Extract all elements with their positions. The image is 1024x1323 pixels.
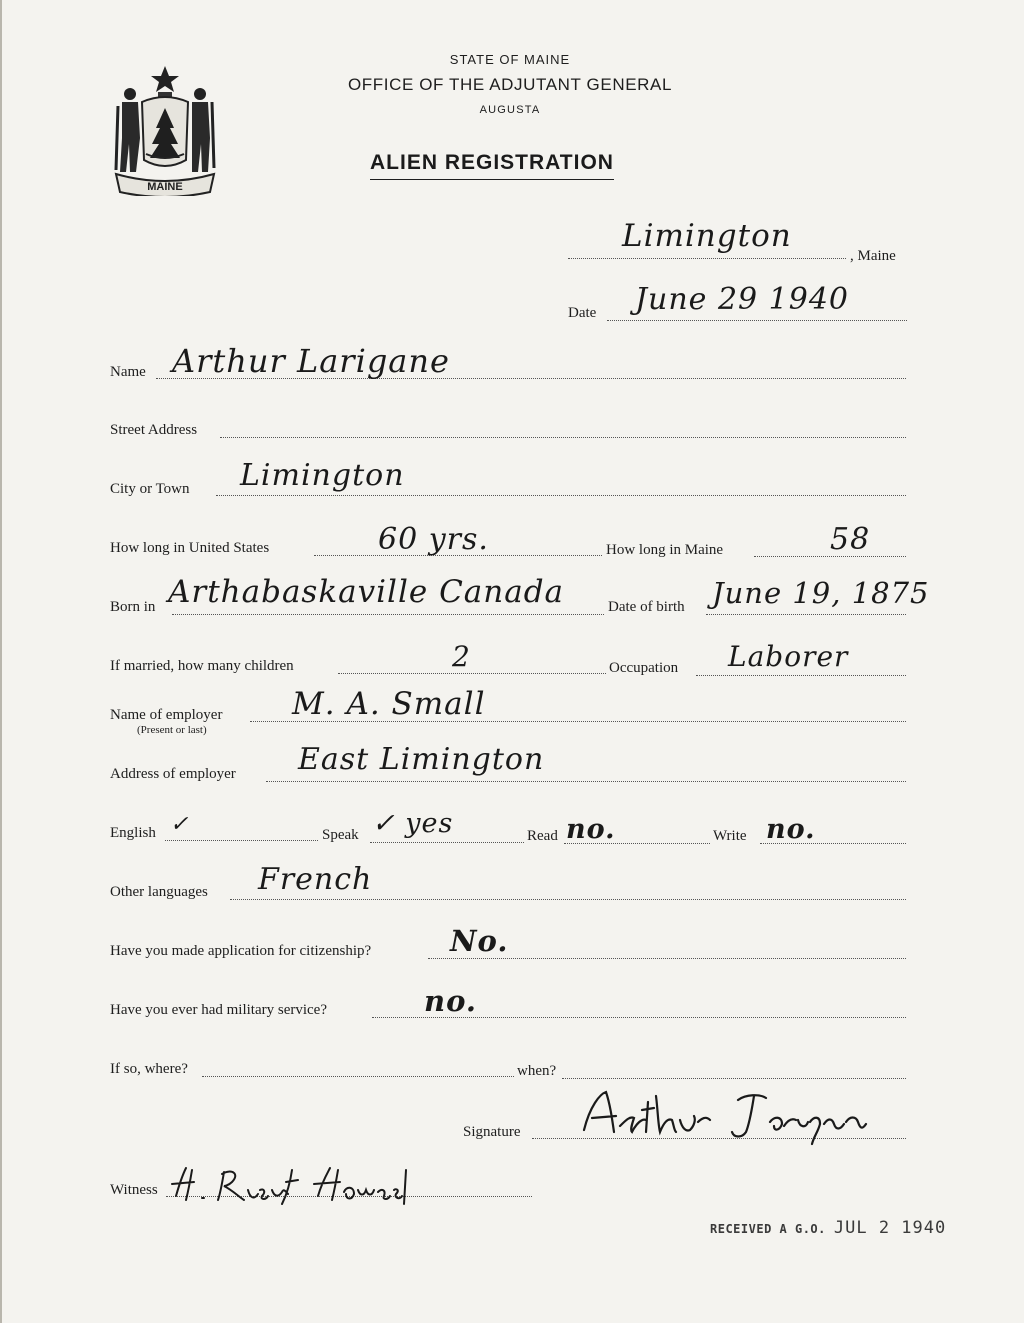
employer-address-value: East Limington (298, 742, 545, 777)
maine-label: , Maine (850, 248, 896, 264)
received-stamp (710, 1218, 946, 1238)
received-stamp-text: RECEIVED A G.O. (710, 1222, 826, 1236)
citizenship-label: Have you made application for citizenship? (110, 943, 372, 959)
english-label: English (110, 825, 156, 841)
employer-name-value: M. A. Small (292, 686, 486, 722)
born-in-label: Born in (110, 599, 156, 615)
english-value: ✓ (170, 812, 190, 837)
street-address-label: Street Address (110, 422, 198, 438)
speak-value: ✓ yes (372, 808, 454, 839)
read-label: Read (527, 828, 558, 844)
born-in-line (172, 614, 604, 615)
other-languages-line (230, 899, 906, 900)
how-long-maine-value: 58 (830, 522, 871, 557)
name-label: Name (110, 364, 146, 380)
employer-name-sublabel: (Present or last) (137, 724, 207, 736)
occupation-line (696, 675, 906, 676)
employer-address-line (266, 781, 906, 782)
city-value: Limington (240, 458, 405, 493)
date-value: June 29 1940 (635, 282, 850, 317)
other-languages-label: Other languages (110, 884, 208, 900)
english-line (165, 840, 318, 841)
when-label: when? (517, 1063, 557, 1079)
form-title: ALIEN REGISTRATION (370, 151, 614, 180)
born-in-value: Arthabaskaville Canada (168, 574, 565, 610)
military-label: Have you ever had military service? (110, 1002, 327, 1018)
witness-label: Witness (110, 1182, 158, 1198)
witness-signature-icon (168, 1160, 468, 1210)
occupation-value: Laborer (728, 640, 849, 673)
citizenship-value: No. (450, 924, 509, 958)
header-office: OFFICE OF THE ADJUTANT GENERAL (347, 75, 673, 94)
date-of-birth-value: June 19, 1875 (712, 576, 930, 610)
military-value: no. (424, 984, 478, 1018)
other-languages-value: French (258, 862, 373, 897)
read-value: no. (566, 814, 616, 845)
children-line (338, 673, 606, 674)
date-label: Date (568, 305, 597, 321)
how-long-us-label: How long in United States (110, 540, 270, 556)
occupation-label: Occupation (609, 660, 679, 676)
write-value: no. (766, 814, 816, 845)
street-address-line (220, 437, 906, 438)
employer-address-label: Address of employer (110, 766, 236, 782)
how-long-us-value: 60 yrs. (378, 522, 489, 557)
when-line (562, 1078, 906, 1079)
date-line (607, 320, 907, 321)
city-label: City or Town (110, 481, 190, 497)
where-label: If so, where? (110, 1061, 188, 1077)
date-of-birth-label: Date of birth (608, 599, 685, 615)
children-label: If married, how many children (110, 658, 294, 674)
date-of-birth-line (706, 614, 906, 615)
header-state: STATE OF MAINE (449, 52, 571, 67)
maine-seal-icon (112, 62, 218, 196)
children-value: 2 (452, 640, 471, 673)
city-line (216, 495, 906, 496)
applicant-signature-icon (570, 1086, 940, 1150)
how-long-maine-label: How long in Maine (606, 542, 724, 558)
speak-label: Speak (322, 827, 359, 843)
employer-name-label: Name of employer (110, 707, 223, 723)
name-value: Arthur Larigane (172, 342, 450, 380)
citizenship-line (428, 958, 906, 959)
received-stamp-date: JUL 2 1940 (833, 1218, 947, 1238)
signature-label: Signature (463, 1124, 521, 1140)
town-value: Limington (622, 218, 792, 254)
write-label: Write (713, 828, 747, 844)
header-city: AUGUSTA (479, 104, 541, 116)
speak-line (370, 842, 524, 843)
where-line (202, 1076, 514, 1077)
town-line (568, 258, 846, 259)
seal-ribbon-text: MAINE (147, 181, 183, 193)
